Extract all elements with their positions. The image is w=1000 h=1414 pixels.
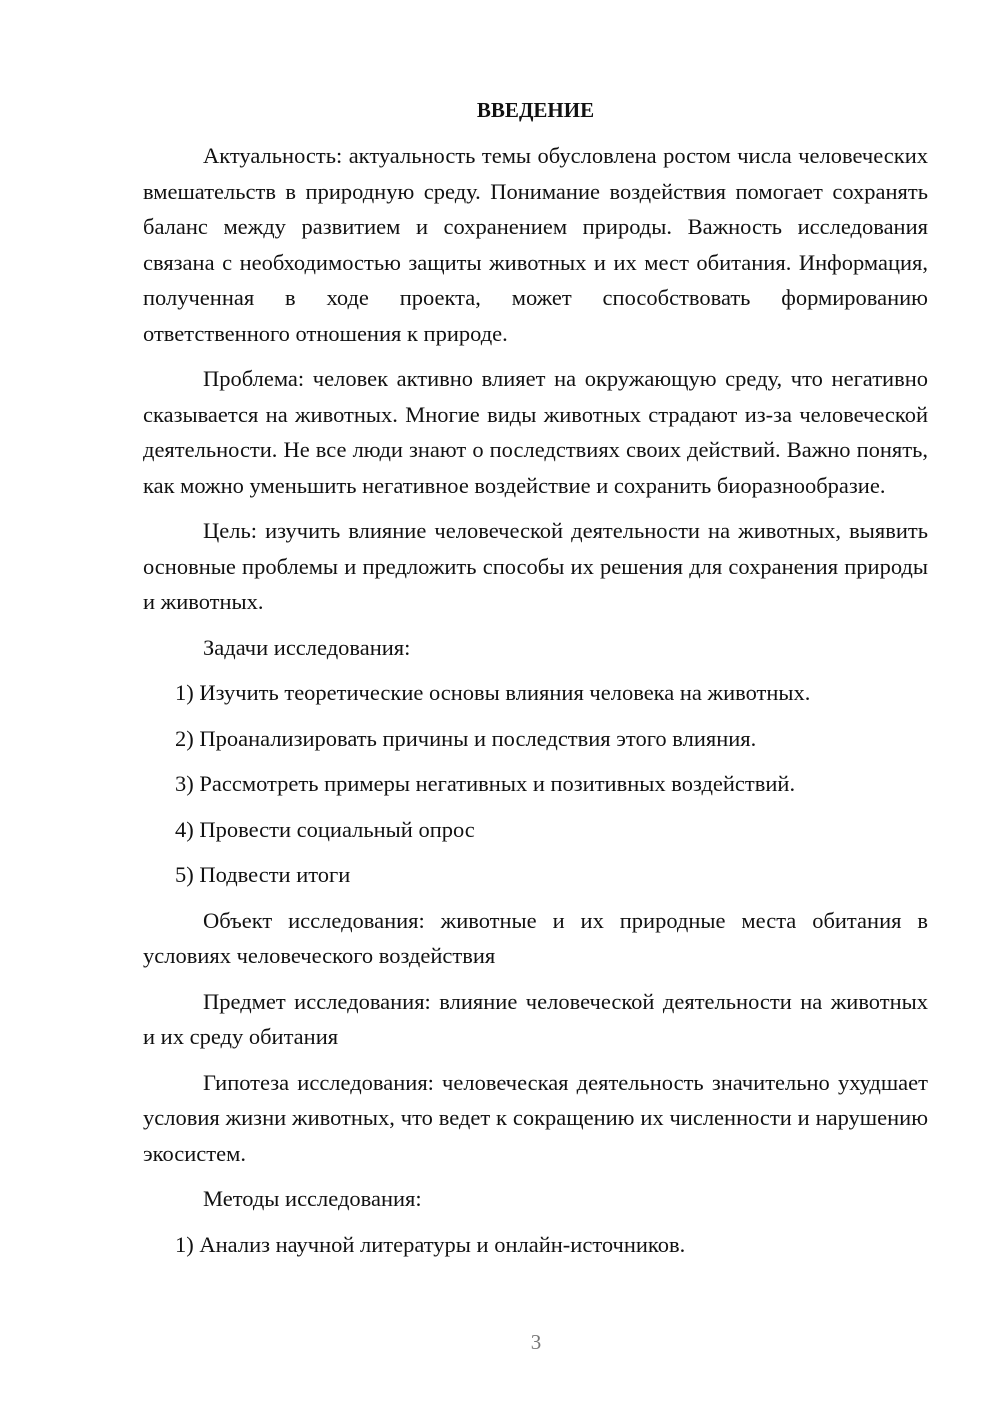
methods-heading: Методы исследования:: [203, 1186, 422, 1211]
method-item: 1) Анализ научной литературы и онлайн-источников.: [175, 1231, 686, 1257]
relevance-paragraph: Актуальность: актуальность темы обусловлена ростом числа человеческих вмешательств в природную среду. Понимание воздействия помогает сохранять баланс между развитием и сохранением природы. Важность исследования связана с необходимостью защиты животных и их мест обитания. Информация, полученная в ходе проекта, может способствовать формированию ответственного отношения к природе.: [143, 143, 928, 346]
subject-paragraph: Предмет исследования: влияние человеческой деятельности на животных и их среду обитания: [143, 988, 928, 1049]
task-item: 1) Изучить теоретические основы влияния человека на животных.: [175, 680, 811, 705]
task-item: 4) Провести социальный опрос: [175, 816, 475, 842]
hypothesis-paragraph: Гипотеза исследования: человеческая деятельность значительно ухудшает условия жизни животных, что ведет к сокращению их численности и нарушению экосистем.: [143, 1069, 928, 1166]
goal-paragraph: Цель: изучить влияние человеческой деятельности на животных, выявить основные проблемы и предложить способы их решения для сохранения природы и животных.: [143, 518, 928, 614]
task-item: 3) Рассмотреть примеры негативных и позитивных воздействий.: [175, 771, 796, 796]
page-number: 3: [530, 1330, 542, 1354]
problem-paragraph: Проблема: человек активно влияет на окружающую среду, что негативно сказывается на животных. Многие виды животных страдают из-за человеческой деятельности. Не все люди знают о последствиях своих действий. Важно понять, как можно уменьшить негативное воздействие и сохранить биоразнообразие.: [143, 366, 928, 498]
section-title: ВВЕДЕНИЕ: [476, 98, 595, 122]
page-content: [143, 92, 928, 1272]
methods-list: [143, 1227, 928, 1263]
task-item: 2) Проанализировать причины и последствия этого влияния.: [175, 725, 757, 751]
object-paragraph: Объект исследования: животные и их природные места обитания в условиях человеческого воздействия: [143, 907, 928, 968]
task-item: 5) Подвести итоги: [175, 862, 351, 887]
tasks-list: [143, 675, 928, 893]
tasks-heading: Задачи исследования:: [203, 634, 411, 660]
